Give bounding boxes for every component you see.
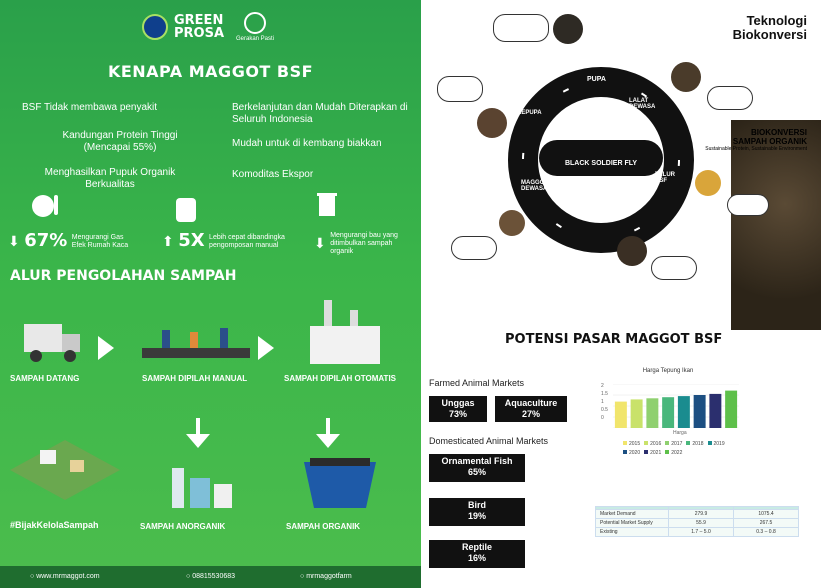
stage-5dol: 5 DOL xyxy=(591,214,612,221)
legend-swatch xyxy=(665,441,669,445)
logo-text-2: PROSA xyxy=(174,26,225,41)
legend-swatch xyxy=(623,450,627,454)
market-title: POTENSI PASAR MAGGOT BSF xyxy=(505,332,723,347)
fact-5: Mudah untuk di kembang biakkan xyxy=(232,138,382,149)
chart-bar-2017 xyxy=(646,398,658,428)
lightbulb-icon xyxy=(244,12,266,34)
ytick-1: 1.5 xyxy=(601,391,608,397)
legend-swatch xyxy=(665,450,669,454)
legend-label: 2017 xyxy=(671,441,683,447)
legend-item-2019 xyxy=(708,441,725,447)
legend-item-2021 xyxy=(644,450,661,456)
domestic-title: Domesticated Animal Markets xyxy=(429,436,549,446)
chart-legend xyxy=(623,440,733,458)
domestic-bird xyxy=(429,498,525,526)
fact-1: BSF Tidak membawa penyakit xyxy=(22,102,158,113)
step-label-3: SAMPAH DIPILAH OTOMATIS xyxy=(284,374,396,383)
biokonversi-desc: Sustainable Protein, Sustainable Environment xyxy=(705,146,807,152)
chart-plot xyxy=(613,384,739,428)
table-cell: Potential Market Supply xyxy=(596,519,669,528)
stage-prepupa: PREPUPA xyxy=(513,110,542,116)
instagram-icon: ○ xyxy=(300,573,307,580)
farmed-title: Farmed Animal Markets xyxy=(429,378,525,388)
table-row xyxy=(596,510,799,519)
chart-xlabel: Harga xyxy=(673,430,687,436)
step-label-5: SAMPAH ANORGANIK xyxy=(140,522,226,531)
biokonversi-block xyxy=(705,128,807,152)
legend-item-2020 xyxy=(623,450,640,456)
chart-bar-2019 xyxy=(678,396,690,428)
domestic-fish-pct: 65% xyxy=(467,467,486,477)
domestic-fish xyxy=(429,454,525,482)
footer-instagram[interactable] xyxy=(300,573,352,580)
arrow-down-icon-2: ⬇ xyxy=(314,235,326,252)
footer-phone-text: 08815530683 xyxy=(192,573,236,580)
earth-thermometer-icon xyxy=(30,192,60,220)
legend-item-2015 xyxy=(623,441,640,447)
table-row xyxy=(596,519,799,528)
farmed-unggas-name: Unggas xyxy=(441,398,475,408)
legend-item-2022 xyxy=(665,450,682,456)
stat-ghg-text: Mengurangi Gas Efek Rumah Kaca xyxy=(71,233,129,249)
truck-illustration xyxy=(22,318,84,364)
step-label-6: SAMPAH ORGANIK xyxy=(286,522,361,531)
table-cell: 279.9 xyxy=(669,510,734,519)
maggot-photo-small xyxy=(499,210,525,236)
arrow-down-icon-4 xyxy=(316,434,340,448)
arrow-down-icon-3 xyxy=(186,434,210,448)
table-cell: Existing xyxy=(596,528,669,537)
fishmeal-chart xyxy=(593,368,743,468)
stat-ghg-value: 67% xyxy=(24,230,68,251)
farmed-aquaculture xyxy=(495,396,567,422)
stat-odor xyxy=(314,232,410,256)
legend-item-2018 xyxy=(686,441,703,447)
domestic-reptile-pct: 16% xyxy=(467,553,486,563)
farmed-aquaculture-name: Aquaculture xyxy=(504,398,558,408)
legend-label: 2019 xyxy=(713,441,725,447)
chart-bar-2015 xyxy=(615,402,627,428)
legend-swatch xyxy=(708,441,712,445)
cycle-center-text: BLACK SOLDIER FLY xyxy=(564,160,638,167)
stage-pupa: PUPA xyxy=(587,76,606,83)
stat-speed-text: Lebih cepat dibandingka pengomposan manual xyxy=(209,233,285,249)
stage-telur: TELUR BSF xyxy=(655,172,675,184)
biokonversi-sub: SAMPAH ORGANIK xyxy=(732,137,807,146)
legend-label: 2018 xyxy=(692,441,704,447)
globe-icon-small: ○ xyxy=(30,573,37,580)
legend-label: 2016 xyxy=(650,441,662,447)
prepupa-note xyxy=(437,76,483,102)
larva-photo xyxy=(617,236,647,266)
egg-note xyxy=(727,194,769,216)
stat-odor-text: Mengurangi bau yang ditimbulkan sampah organik xyxy=(330,232,398,255)
chart-title: Harga Tepung Ikan xyxy=(642,368,694,374)
section-title: ALUR PENGOLAHAN SAMPAH xyxy=(10,268,237,284)
legend-label: 2022 xyxy=(671,450,683,456)
fact-4: Berkelanjutan dan Mudah Diterapkan di Seluruh Indonesia xyxy=(232,102,408,125)
stat-ghg xyxy=(8,230,134,251)
footer-instagram-text: mrmaggotfarm xyxy=(306,573,352,580)
arrow-right-icon-1 xyxy=(98,336,114,360)
cycle-center-label xyxy=(539,140,663,176)
bio-title-line-2: Biokonversi xyxy=(732,27,807,42)
supply-table xyxy=(595,506,799,537)
domestic-fish-name: Ornamental Fish xyxy=(441,456,513,466)
manual-sorting-illustration xyxy=(142,322,250,366)
table-cell: 1.7 – 5.0 xyxy=(669,528,734,537)
biokonversi-title: BIOKONVERSI xyxy=(750,128,807,137)
footer-website[interactable] xyxy=(30,573,100,580)
bio-title xyxy=(733,14,807,42)
farmed-unggas xyxy=(429,396,487,422)
prepupa-photo xyxy=(477,108,507,138)
chart-bar-2020 xyxy=(694,395,706,428)
footer-bar xyxy=(0,566,421,588)
farmed-aquaculture-pct: 27% xyxy=(521,409,540,419)
arrow-up-icon: ⬆ xyxy=(162,233,174,249)
stat-speed xyxy=(162,230,289,251)
page-title: KENAPA MAGGOT BSF xyxy=(107,62,314,81)
table-cell: 1075.4 xyxy=(734,510,799,519)
step-label-2: SAMPAH DIPILAH MANUAL xyxy=(142,374,248,383)
compost-bag-icon xyxy=(176,198,196,222)
table-cell: 55.9 xyxy=(669,519,734,528)
legend-swatch xyxy=(623,441,627,445)
fly-note xyxy=(707,86,753,110)
footer-website-text: www.mrmaggot.com xyxy=(36,573,100,580)
table-cell: Market Demand xyxy=(596,510,669,519)
fact-6: Komoditas Ekspor xyxy=(232,169,314,180)
legend-label: 2021 xyxy=(650,450,662,456)
organic-bin-illustration xyxy=(300,454,380,512)
domestic-bird-name: Bird xyxy=(468,500,486,510)
anorganic-waste-illustration xyxy=(168,458,238,514)
factory-illustration xyxy=(300,296,390,366)
city-illustration xyxy=(10,420,120,510)
footer-phone[interactable] xyxy=(186,573,235,580)
maggot-note xyxy=(451,236,497,260)
table-cell: 0.3 – 0.8 xyxy=(734,528,799,537)
greenprosa-logo xyxy=(142,14,224,40)
stage-lalat: LALAT DEWASA xyxy=(629,98,656,110)
table-cell: 267.5 xyxy=(734,519,799,528)
domestic-bird-pct: 19% xyxy=(467,511,486,521)
legend-swatch xyxy=(644,450,648,454)
fact-2: Kandungan Protein Tinggi (Mencapai 55%) xyxy=(62,130,178,153)
table-row xyxy=(596,528,799,537)
fact-3: Menghasilkan Pupuk Organik Berkualitas xyxy=(44,167,176,190)
chart-bar-2016 xyxy=(631,399,643,428)
legend-label: 2015 xyxy=(629,441,641,447)
stat-speed-value: 5X xyxy=(178,230,205,251)
legend-item-2016 xyxy=(644,441,661,447)
chart-bar-2022 xyxy=(725,391,737,428)
larva-note xyxy=(651,256,697,280)
ytick-0: 2 xyxy=(601,383,604,389)
farmed-unggas-pct: 73% xyxy=(448,409,467,419)
trash-can-icon xyxy=(316,190,338,218)
arrow-right-icon-2 xyxy=(258,336,274,360)
chart-yticks xyxy=(601,382,608,422)
stage-maggot: MAGGOT DEWASA xyxy=(521,180,548,192)
logo-text-1: GREEN xyxy=(174,13,224,28)
chart-bar-2021 xyxy=(709,394,721,428)
legend-label: 2020 xyxy=(629,450,641,456)
ytick-3: 0.5 xyxy=(601,407,608,413)
whatsapp-icon: ○ xyxy=(186,573,193,580)
hashtag-label: #BijakKelolaSampah xyxy=(10,520,99,530)
egg-photo xyxy=(695,170,721,196)
bio-title-line-1: Teknologi xyxy=(746,13,807,28)
logo2-text: Gerakan Pasti xyxy=(236,36,275,42)
globe-icon xyxy=(142,14,168,40)
pupa-note xyxy=(493,14,549,42)
ytick-4: 0 xyxy=(601,415,604,421)
legend-swatch xyxy=(644,441,648,445)
domestic-reptile-name: Reptile xyxy=(461,542,492,552)
legend-swatch xyxy=(686,441,690,445)
right-infographic xyxy=(421,0,821,588)
domestic-reptile xyxy=(429,540,525,568)
pupa-photo xyxy=(553,14,583,44)
legend-item-2017 xyxy=(665,441,682,447)
arrow-down-icon: ⬇ xyxy=(8,233,20,249)
gerakan-pasti-logo xyxy=(236,12,274,42)
supply-table-grid xyxy=(595,506,799,537)
chart-bar-2018 xyxy=(662,397,674,428)
step-label-1: SAMPAH DATANG xyxy=(10,374,80,383)
ytick-2: 1 xyxy=(601,399,604,405)
fly-photo xyxy=(671,62,701,92)
